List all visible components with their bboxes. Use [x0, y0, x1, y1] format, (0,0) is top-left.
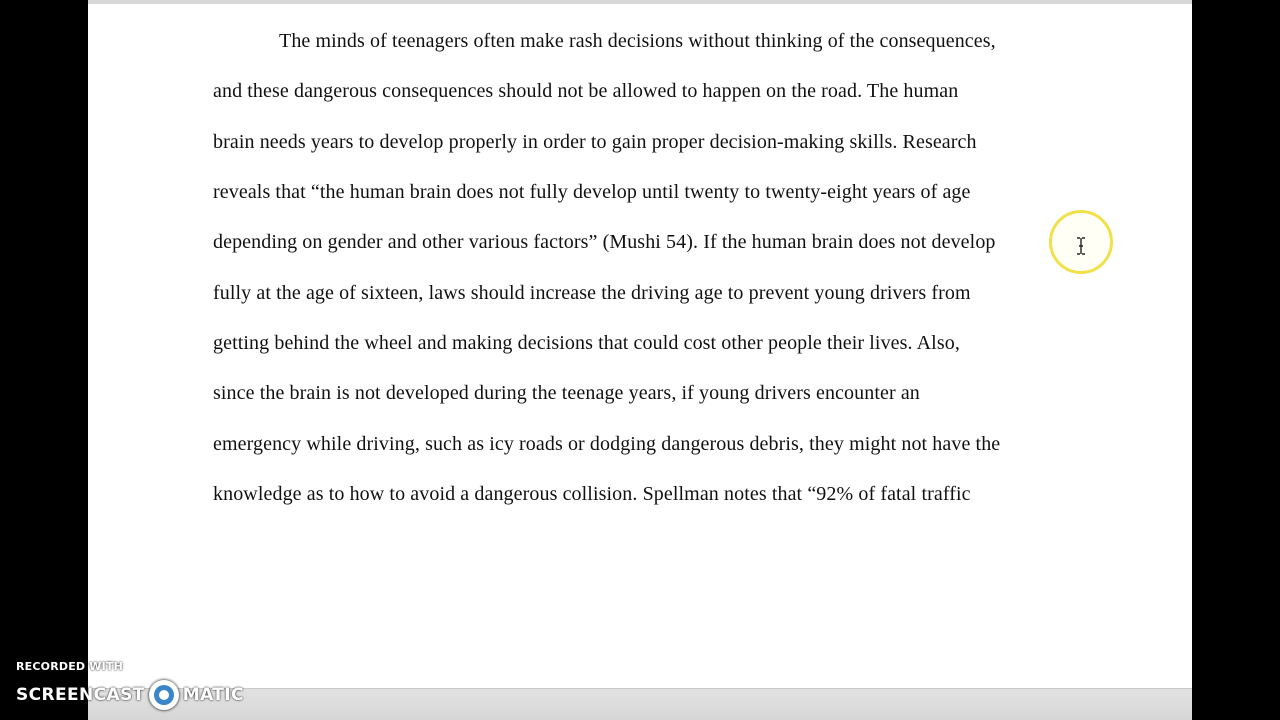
- watermark-brand-left: SCREENCAST: [16, 685, 145, 705]
- watermark-recorded-with: RECORDED WITH: [16, 660, 124, 673]
- watermark-brand: [16, 680, 244, 710]
- paragraph-line-8: since the brain is not developed during the teenage years, if young drivers encounter an: [213, 382, 920, 404]
- paragraph-line-4: reveals that “the human brain does not fully develop until twenty to twenty-eight years of age: [213, 181, 971, 203]
- paragraph-line-1: The minds of teenagers often make rash decisions without thinking of the consequences,: [279, 30, 996, 52]
- watermark-brand-right: MATIC: [182, 685, 244, 705]
- paragraph-line-2: and these dangerous consequences should not be allowed to happen on the road. The human: [213, 80, 959, 102]
- screencast-o-matic-logo-icon: [149, 680, 179, 710]
- paragraph-line-6: fully at the age of sixteen, laws should increase the driving age to prevent young drivers from: [213, 282, 971, 304]
- document-page[interactable]: [88, 0, 1192, 688]
- screencast-watermark: [14, 658, 244, 714]
- i-beam-cursor-icon: [1075, 237, 1087, 255]
- paragraph-line-7: getting behind the wheel and making decisions that could cost other people their lives. Also,: [213, 332, 960, 354]
- status-bar: [88, 688, 1192, 720]
- paragraph-line-9: emergency while driving, such as icy roads or dodging dangerous debris, they might not have the: [213, 433, 1001, 455]
- paragraph-line-10: knowledge as to how to avoid a dangerous collision. Spellman notes that “92% of fatal traffic: [213, 483, 971, 505]
- paragraph-line-5: depending on gender and other various factors” (Mushi 54). If the human brain does not develop: [213, 231, 996, 253]
- paragraph-line-3: brain needs years to develop properly in order to gain proper decision-making skills. Research: [213, 131, 977, 153]
